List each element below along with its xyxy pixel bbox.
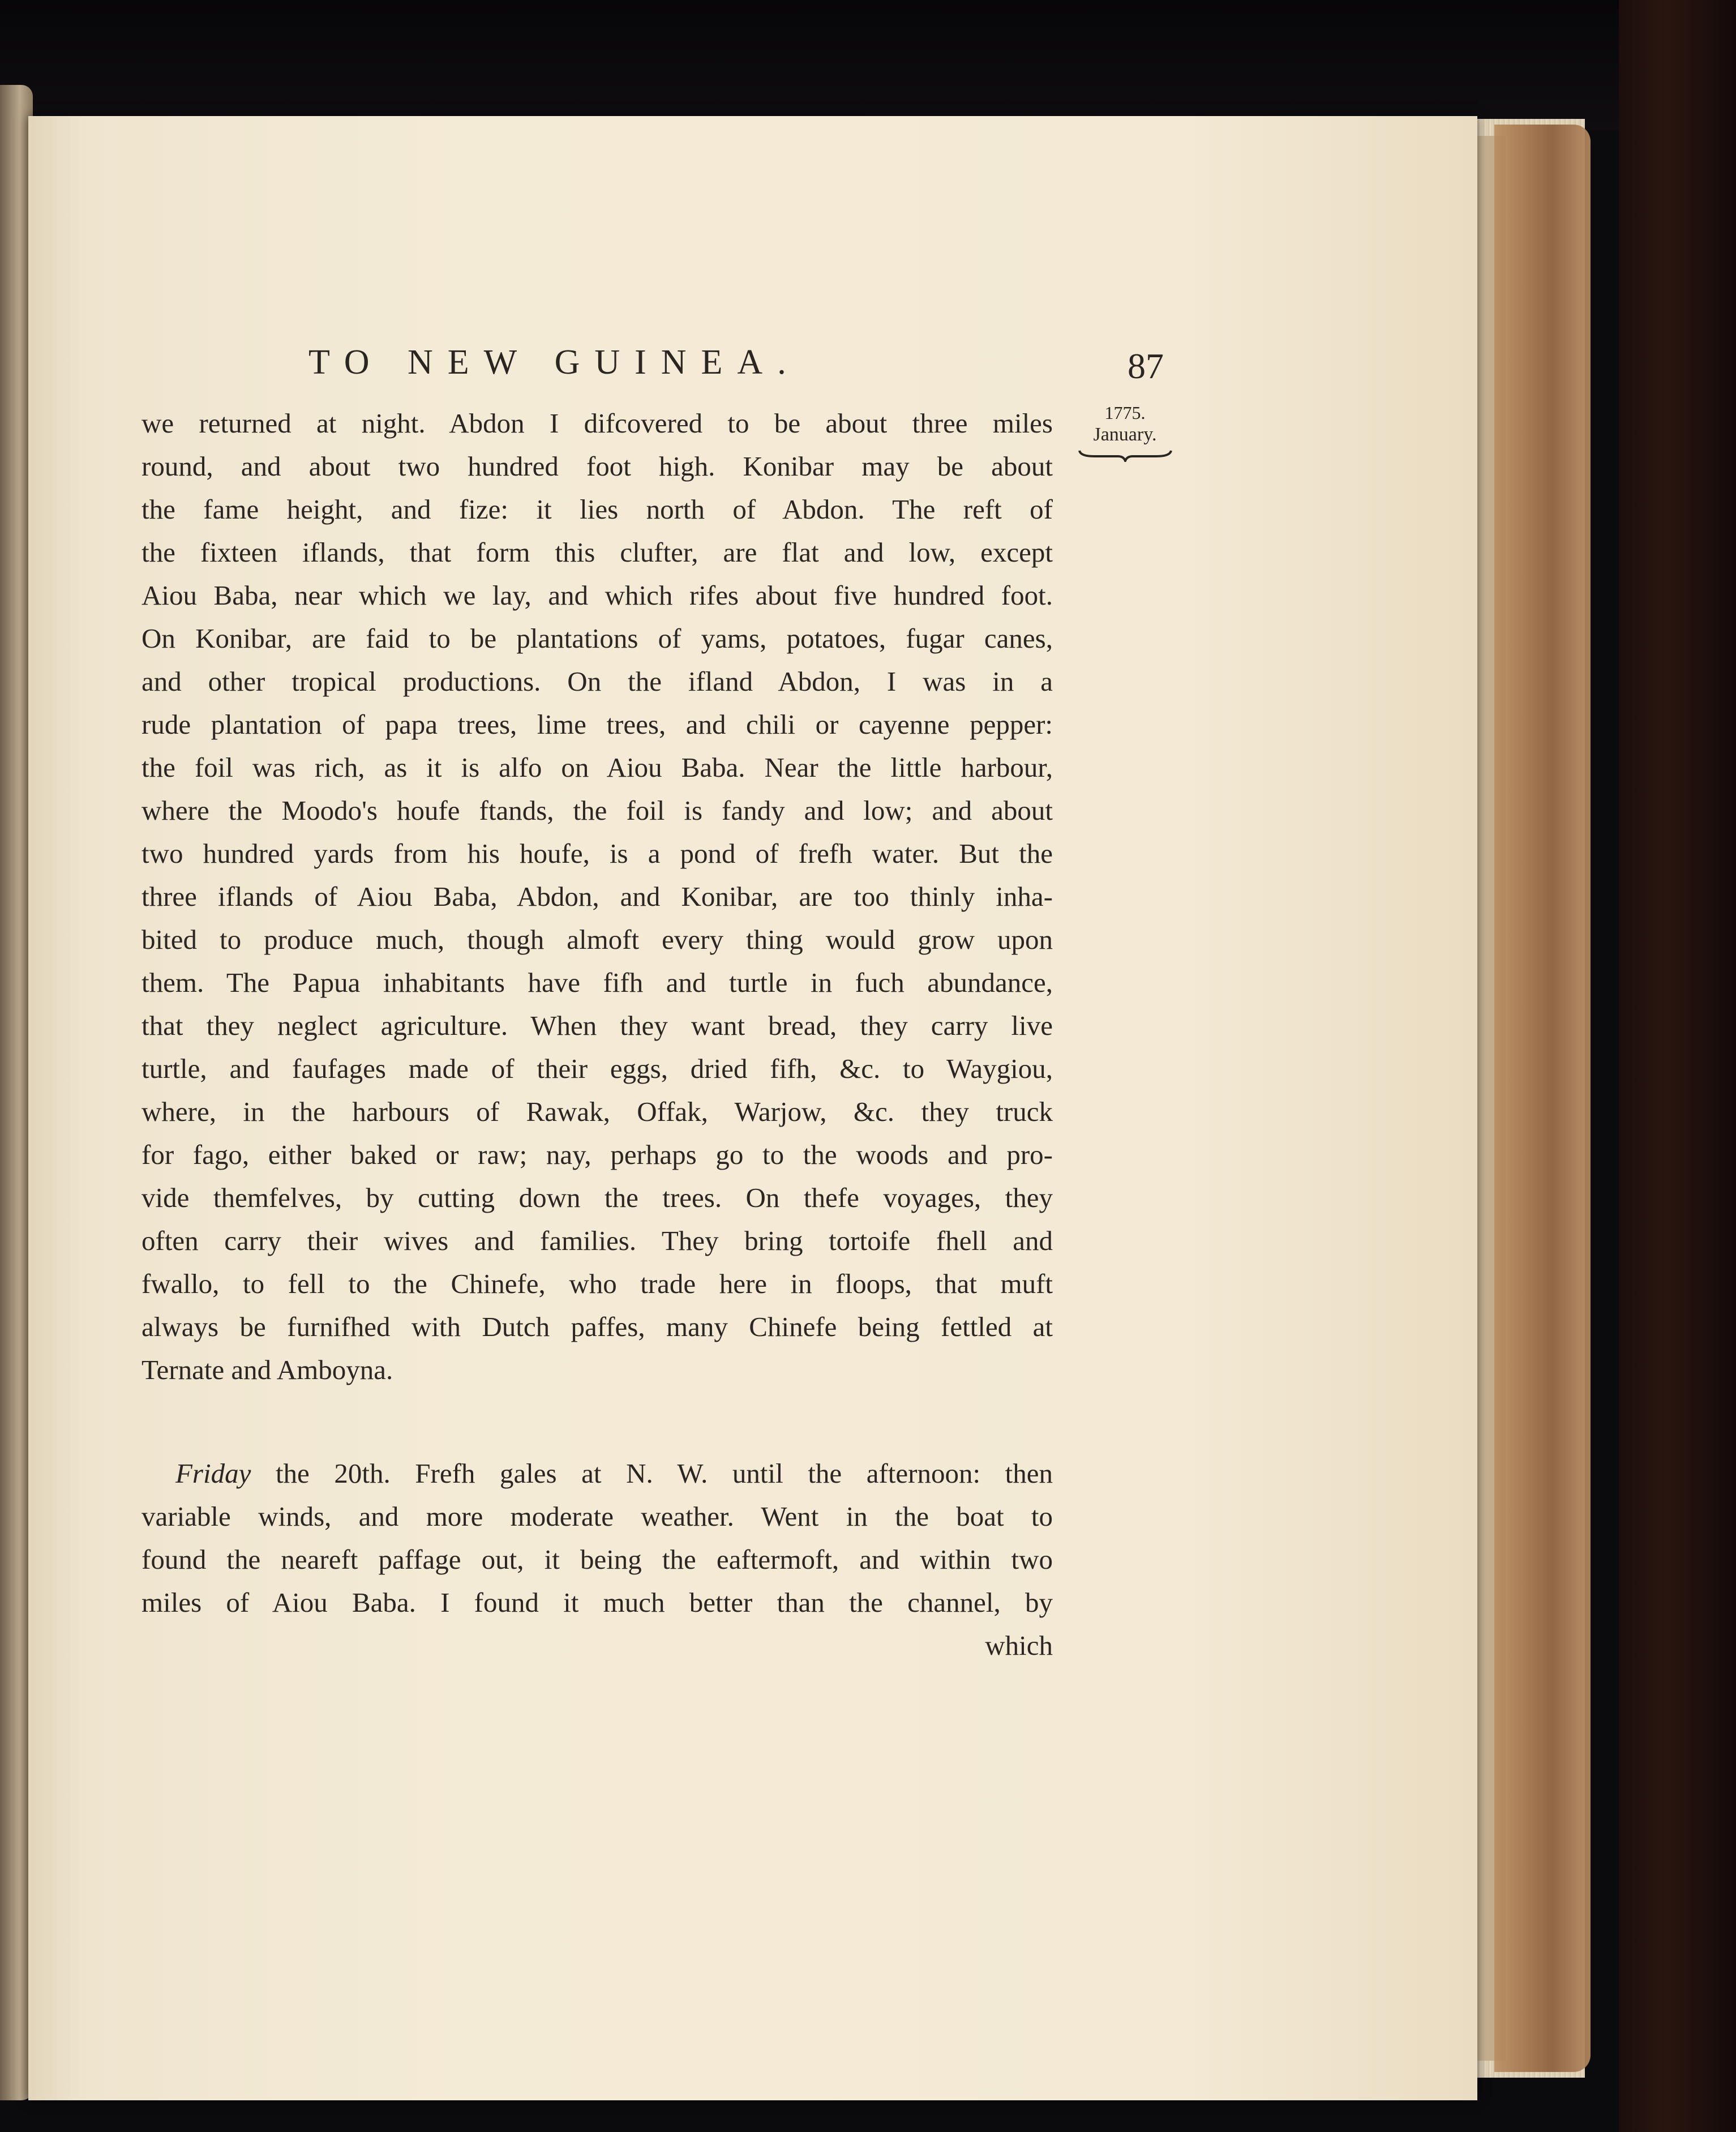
text-line: and other tropical productions. On the ifland Abdon, I was in a	[142, 666, 1053, 697]
text-line: often carry their wives and families. They bring tortoife fhell and	[142, 1225, 1053, 1256]
text-line: Aiou Baba, near which we lay, and which rifes about five hundred foot.	[142, 580, 1053, 611]
text-line: round, and about two hundred foot high. Konibar may be about	[142, 451, 1053, 482]
text-line: that they neglect agriculture. When they want bread, they carry live	[142, 1010, 1053, 1041]
text-line: On Konibar, are faid to be plantations of yams, potatoes, fugar canes,	[142, 623, 1053, 654]
day-name: Friday	[175, 1458, 251, 1489]
brace-icon	[1077, 448, 1173, 462]
text-line: the fame height, and fize: it lies north of Abdon. The reft of	[142, 494, 1053, 525]
text-line: where, in the harbours of Rawak, Offak, Warjow, &c. they truck	[142, 1096, 1053, 1127]
background-top	[0, 0, 1736, 130]
text-line: turtle, and faufages made of their eggs, dried fifh, &c. to Waygiou,	[142, 1053, 1053, 1084]
text-line: variable winds, and more moderate weather. Went in the boat to	[142, 1501, 1053, 1532]
book-binding	[1494, 125, 1591, 2072]
text-line: miles of Aiou Baba. I found it much better than the channel, by	[142, 1587, 1053, 1618]
text-line: two hundred yards from his houfe, is a pond of frefh water. But the	[142, 838, 1053, 869]
text-line: for fago, either baked or raw; nay, perhaps go to the woods and pro-	[142, 1139, 1053, 1170]
text-line: them. The Papua inhabitants have fifh and turtle in fuch abundance,	[142, 967, 1053, 998]
text-line: found the neareft paffage out, it being the eaftermoft, and within two	[142, 1544, 1053, 1575]
margin-note-year: 1775.	[1104, 403, 1146, 423]
text-line: where the Moodo's houfe ftands, the foil is fandy and low; and about	[142, 795, 1053, 826]
text-line: Ternate and Amboyna.	[142, 1354, 393, 1385]
paragraph-1	[142, 402, 1053, 1392]
text-line: vide themfelves, by cutting down the trees. On thefe voyages, they	[142, 1182, 1053, 1213]
text-line: rude plantation of papa trees, lime trees, and chili or cayenne pepper:	[142, 709, 1053, 740]
text-line: fwallo, to fell to the Chinefe, who trade here in floops, that muft	[142, 1268, 1053, 1299]
text-line: bited to produce much, though almoft every thing would grow upon	[142, 924, 1053, 955]
margin-note	[1075, 402, 1175, 462]
paragraph-2	[142, 1452, 1053, 1667]
first-line-text: the 20th. Frefh gales at N. W. until the afternoon: then	[275, 1458, 1053, 1489]
text-line: we returned at night. Abdon I difcovered to be about three miles	[142, 408, 1053, 439]
running-title: TO NEW GUINEA.	[308, 343, 801, 382]
margin-note-month: January.	[1093, 424, 1157, 445]
text-line-first	[142, 1452, 1053, 1495]
text-line: always be furnifhed with Dutch paffes, many Chinefe being fettled at	[142, 1311, 1053, 1342]
catchword: which	[985, 1630, 1053, 1661]
text-line: the fixteen iflands, that form this clufter, are flat and low, except	[142, 537, 1053, 568]
text-line: the foil was rich, as it is alfo on Aiou Baba. Near the little harbour,	[142, 752, 1053, 783]
background-right	[1619, 0, 1736, 2132]
page-number: 87	[1128, 346, 1164, 386]
text-line: three iflands of Aiou Baba, Abdon, and Konibar, are too thinly inha-	[142, 881, 1053, 912]
